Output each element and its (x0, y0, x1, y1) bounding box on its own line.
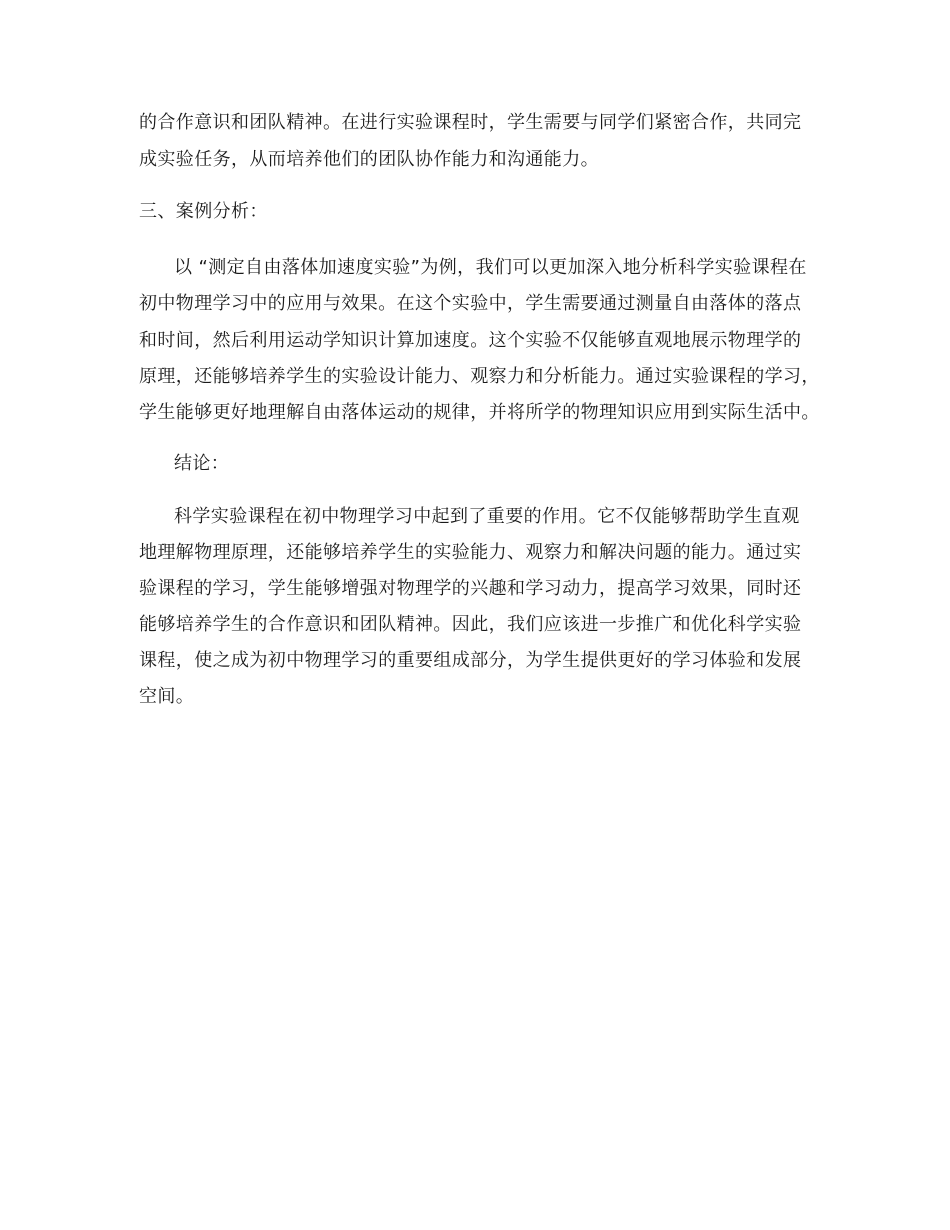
paragraph-line: 验课程的学习，学生能够增强对物理学的兴趣和学习动力，提高学习效果，同时还 (139, 578, 802, 599)
paragraph-line: 学生能够更好地理解自由落体运动的规律，并将所学的物理知识应用到实际生活中。 (139, 402, 820, 423)
paragraph-line: 能够培养学生的合作意识和团队精神。因此，我们应该进一步推广和优化科学实验 (139, 614, 802, 635)
paragraph-line: 科学实验课程在初中物理学习中起到了重要的作用。它不仅能够帮助学生直观 (174, 506, 800, 527)
paragraph-line: 原理，还能够培养学生的实验设计能力、观察力和分析能力。通过实验课程的学习， (139, 366, 820, 387)
paragraph-line: 空间。 (139, 686, 195, 707)
paragraph-line: 地理解物理原理，还能够培养学生的实验能力、观察力和解决问题的能力。通过实 (139, 542, 802, 563)
paragraph-line: 成实验任务，从而培养他们的团队协作能力和沟通能力。 (139, 149, 599, 170)
section-heading: 三、案例分析： (139, 201, 268, 222)
paragraph-line: 课程，使之成为初中物理学习的重要组成部分，为学生提供更好的学习体验和发展 (139, 650, 802, 671)
paragraph-line: 和时间，然后利用运动学知识计算加速度。这个实验不仅能够直观地展示物理学的 (139, 330, 802, 351)
conclusion-heading: 结论： (174, 453, 230, 474)
paragraph-line: 初中物理学习中的应用与效果。在这个实验中，学生需要通过测量自由落体的落点 (139, 293, 802, 314)
paragraph-line: 以 “测定自由落体加速度实验”为例，我们可以更加深入地分析科学实验课程在 (174, 257, 807, 278)
paragraph-line: 的合作意识和团队精神。在进行实验课程时，学生需要与同学们紧密合作，共同完 (139, 112, 802, 133)
